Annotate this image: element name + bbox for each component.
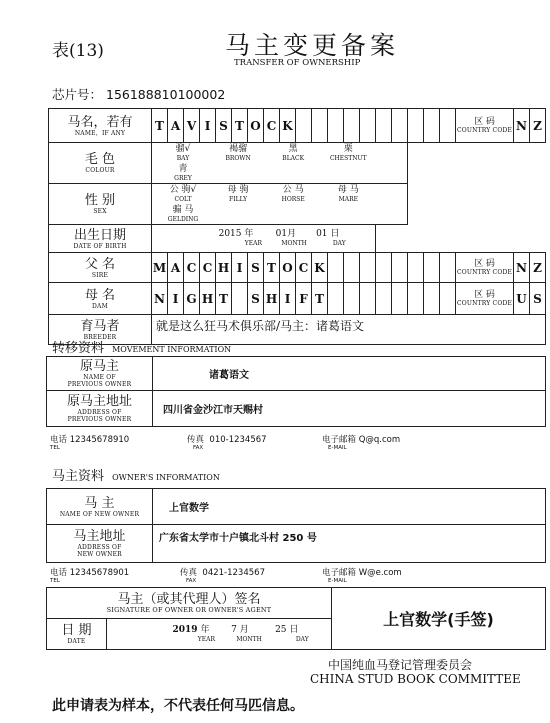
sire-country-letter: Z <box>530 253 546 283</box>
dam-country-letter: S <box>530 283 546 315</box>
dam-letter: I <box>168 283 184 315</box>
name-letter: O <box>248 109 264 143</box>
dam-letter <box>328 283 344 315</box>
name-letter: V <box>184 109 200 143</box>
movement-table <box>46 356 546 427</box>
signature-value[interactable]: 上官数学(手签) <box>332 588 546 650</box>
dam-letter: T <box>312 283 328 315</box>
colour-option-chestnut[interactable]: 栗 CHESTNUT <box>329 144 367 162</box>
sex-option-mare[interactable]: 母 马 MARE <box>337 185 359 203</box>
name-letter <box>440 109 456 143</box>
colour-option-black[interactable]: 黑 BLACK <box>282 144 305 162</box>
dam-letter: N <box>152 283 168 315</box>
dam-label: 母 名 DAM <box>49 283 152 315</box>
name-letter <box>392 109 408 143</box>
owner-name-label: 马 主 NAME OF NEW OWNER <box>47 489 153 525</box>
sire-letter <box>344 253 360 283</box>
dam-row <box>49 283 546 315</box>
owner-heading: 马主资料 OWNER'S INFORMATION <box>52 469 220 484</box>
owner-fax: 传真 0421-1234567 FAX <box>180 568 265 584</box>
horse-info-table <box>48 108 546 345</box>
dam-letter: G <box>184 283 200 315</box>
signature-table <box>46 587 546 650</box>
sire-letter: C <box>184 253 200 283</box>
owner-table <box>46 488 546 563</box>
dam-letter <box>392 283 408 315</box>
sire-label: 父 名 SIRE <box>49 253 152 283</box>
prev-addr-label: 原马主地址 ADDRESS OF PREVIOUS OWNER <box>47 391 153 427</box>
chip-number <box>52 85 225 103</box>
page-subtitle: TRANSFER OF OWNERSHIP <box>234 58 361 68</box>
name-letter <box>408 109 424 143</box>
owner-addr-label: 马主地址 ADDRESS OF NEW OWNER <box>47 525 153 563</box>
sire-row <box>49 253 546 283</box>
name-letter: I <box>200 109 216 143</box>
sex-option-filly[interactable]: 母 驹 FILLY <box>227 185 249 203</box>
dam-country-letter: U <box>514 283 530 315</box>
chip-label: 芯片号： <box>52 87 103 102</box>
prev-addr-value: 四川省金沙江市天赐村 <box>153 391 546 427</box>
name-letter <box>376 109 392 143</box>
prev-owner-value: 诸葛语文 <box>153 357 546 391</box>
name-letter <box>328 109 344 143</box>
sire-letter <box>424 253 440 283</box>
name-letter <box>344 109 360 143</box>
dob-row <box>49 225 546 253</box>
dob-month: 01 <box>275 229 288 239</box>
name-letter <box>424 109 440 143</box>
sex-option-horse[interactable]: 公 马 HORSE <box>281 185 305 203</box>
name-letter <box>360 109 376 143</box>
prev-owner-row <box>47 357 546 391</box>
name-letter: A <box>168 109 184 143</box>
dam-letter <box>424 283 440 315</box>
sire-letter <box>440 253 456 283</box>
country-code-letter: N <box>514 109 530 143</box>
name-letter <box>296 109 312 143</box>
prev-addr-row <box>47 391 546 427</box>
movement-heading: 转移资料 MOVEMENT INFORMATION <box>52 341 232 356</box>
dam-letter: S <box>248 283 264 315</box>
colour-option-brown[interactable]: 褐骝 BROWN <box>225 144 251 162</box>
dam-letter: F <box>296 283 312 315</box>
form-number: 表(13) <box>52 41 104 61</box>
prev-fax: 传真 010-1234567 FAX <box>187 435 267 451</box>
horse-name-row <box>49 109 546 143</box>
name-letter <box>312 109 328 143</box>
sire-letter: M <box>152 253 168 283</box>
dam-letter <box>344 283 360 315</box>
sex-option-colt[interactable]: 公 驹√ COLT <box>169 185 197 203</box>
dob-value: 2015 年 YEAR 01月 MONTH 01 日 DAY <box>152 225 376 253</box>
country-code-label: 区 码 COUNTRY CODE <box>456 283 514 315</box>
sire-letter: C <box>200 253 216 283</box>
owner-addr-value: 广东省太学市十户镇北斗村 250 号 <box>153 525 546 563</box>
colour-options <box>152 143 408 184</box>
dam-letter <box>408 283 424 315</box>
dam-letter: T <box>216 283 232 315</box>
signature-row <box>47 588 546 619</box>
sex-label: 性 别 SEX <box>49 184 152 225</box>
owner-addr-row <box>47 525 546 563</box>
sire-letter: A <box>168 253 184 283</box>
dam-letter <box>440 283 456 315</box>
colour-option-grey[interactable]: 青 GREY <box>174 164 192 182</box>
country-code-label: 区 码 COUNTRY CODE <box>456 109 514 143</box>
chip-value: 156188810100002 <box>106 87 226 102</box>
sire-letter <box>376 253 392 283</box>
blank-cell <box>376 225 546 253</box>
dob-label: 出生日期 DATE OF BIRTH <box>49 225 152 253</box>
owner-name-value: 上官数学 <box>153 489 546 525</box>
owner-tel: 电话 12345678901 TEL <box>50 568 130 584</box>
name-letter: T <box>232 109 248 143</box>
sire-letter: O <box>280 253 296 283</box>
breeder-value: 就是这么狂马术俱乐部/马主：诸葛语文 <box>152 315 546 345</box>
sex-options <box>152 184 408 225</box>
blank-cell <box>408 184 546 225</box>
name-letter: K <box>280 109 296 143</box>
signature-label: 马主（或其代理人）签名 SIGNATURE OF OWNER OR OWNER'S AGENT <box>47 588 332 619</box>
colour-row <box>49 143 546 184</box>
sire-letter: H <box>216 253 232 283</box>
prev-email: 电子邮箱 Q@q.com E-MAIL <box>322 435 401 451</box>
dam-letter: I <box>280 283 296 315</box>
sire-letter: K <box>312 253 328 283</box>
name-letter: C <box>264 109 280 143</box>
name-letter: S <box>216 109 232 143</box>
date-month: 7 <box>231 624 237 635</box>
colour-option-bay[interactable]: 骝√ BAY <box>175 144 191 162</box>
dam-letter <box>232 283 248 315</box>
prev-tel: 电话 12345678910 TEL <box>50 435 130 451</box>
breeder-label: 育马者 BREEDER <box>49 315 152 345</box>
dam-letter <box>376 283 392 315</box>
footer-note: 此申请表为样本，不代表任何马匹信息。 <box>52 698 304 714</box>
sex-option-gelding[interactable]: 骟 马 GELDING <box>167 205 199 223</box>
sire-letter: I <box>232 253 248 283</box>
name-letter: T <box>152 109 168 143</box>
sire-letter <box>360 253 376 283</box>
dam-letter: H <box>264 283 280 315</box>
dob-day: 01 <box>316 229 328 239</box>
country-code-letter: Z <box>530 109 546 143</box>
dam-letter: H <box>200 283 216 315</box>
blank-cell <box>408 143 546 184</box>
date-label: 日 期 DATE <box>47 619 107 650</box>
page-title: 马主变更备案 <box>225 31 400 60</box>
sire-letter <box>328 253 344 283</box>
colour-label: 毛 色 COLOUR <box>49 143 152 184</box>
date-day: 25 <box>275 624 287 635</box>
date-value: 2019 年 YEAR 7 月 MONTH 25 日 DAY <box>107 619 332 650</box>
horse-name-label: 马名，若有 NAME，IF ANY <box>49 109 152 143</box>
sire-letter: S <box>248 253 264 283</box>
owner-name-row <box>47 489 546 525</box>
sire-letter <box>392 253 408 283</box>
footer-org-cn: 中国纯血马登记管理委员会 <box>328 658 473 672</box>
prev-owner-label: 原马主 NAME OF PREVIOUS OWNER <box>47 357 153 391</box>
sire-country-letter: N <box>514 253 530 283</box>
dob-year: 2015 <box>218 229 242 239</box>
sire-letter: C <box>296 253 312 283</box>
footer-org-en: CHINA STUD BOOK COMMITTEE <box>310 672 521 686</box>
date-year: 2019 <box>172 624 198 635</box>
country-code-label: 区 码 COUNTRY CODE <box>456 253 514 283</box>
sire-letter <box>408 253 424 283</box>
sex-row <box>49 184 546 225</box>
dam-letter <box>360 283 376 315</box>
owner-email: 电子邮箱 W@e.com E-MAIL <box>322 568 402 584</box>
sire-letter: T <box>264 253 280 283</box>
